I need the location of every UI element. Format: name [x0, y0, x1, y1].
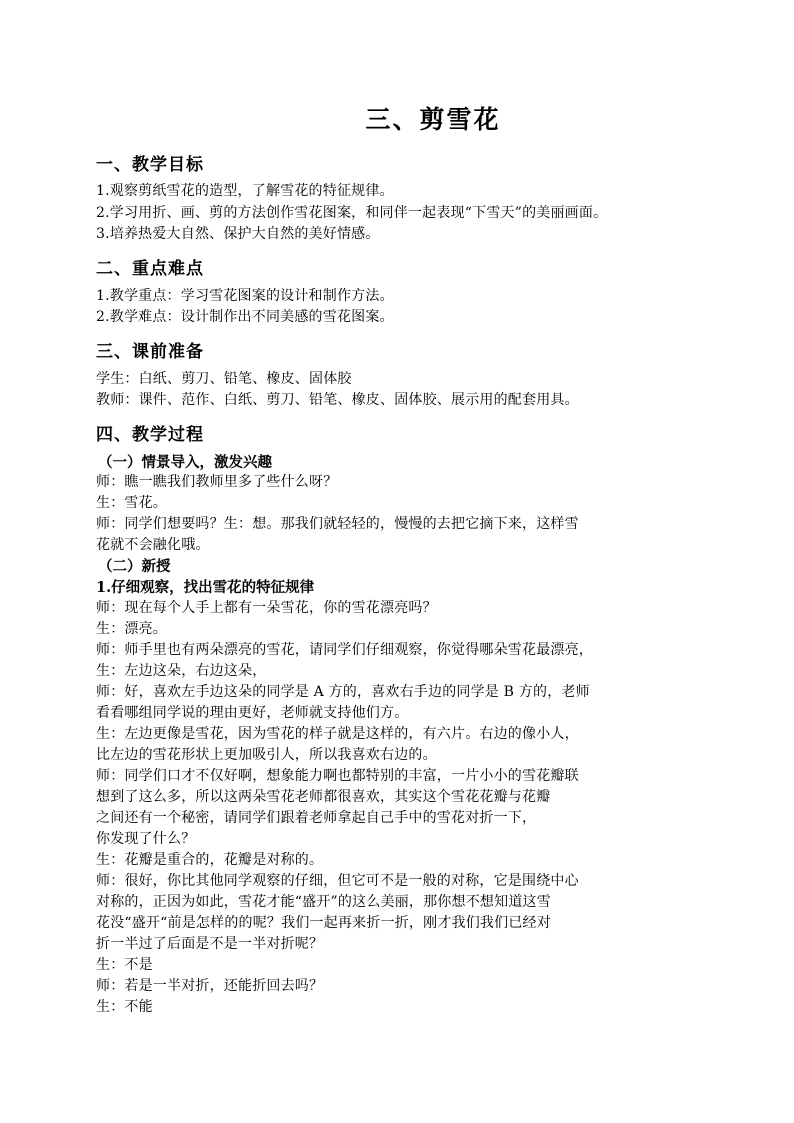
dialogue-line: 师：同学们想要吗？生：想。那我们就轻轻的，慢慢的去把它摘下来，这样雪: [96, 516, 579, 532]
objective-line: 2.学习用折、画、剪的方法创作雪花图案，和同伴一起表现“下雪天”的美丽画面。: [96, 205, 608, 221]
dialogue-line: 师：很好，你比其他同学观察的仔细，但它可不是一般的对称，它是围绕中心: [96, 873, 579, 889]
dialogue-line: 生：左边更像是雪花，因为雪花的样子就是这样的，有六片。右边的像小人，: [96, 726, 579, 742]
section-heading-objectives: 一、教学目标: [96, 155, 204, 175]
dialogue-line: 看看哪组同学说的理由更好，老师就支持他们方。: [96, 705, 409, 721]
objective-line: 1.观察剪纸雪花的造型，了解雪花的特征规律。: [96, 183, 394, 199]
dialogue-line: 师：现在每个人手上都有一朵雪花，你的雪花漂亮吗？: [96, 600, 437, 616]
dialogue-line: 折一半过了后面是不是一半对折呢？: [96, 936, 324, 952]
dialogue-line: 生：左边这朵，右边这朵，: [96, 663, 267, 679]
dialogue-line: 你发现了什么？: [96, 831, 196, 847]
dialogue-line: 对称的，正因为如此，雪花才能“盛开”的这么美丽，那你想不想知道这雪: [96, 894, 551, 910]
section-heading-process: 四、教学过程: [96, 425, 204, 445]
subheading-observe: 1.仔细观察，找出雪花的特征规律: [96, 579, 315, 596]
subheading-intro: （一）情景导入，激发兴趣: [98, 454, 272, 471]
keypoint-line: 2.教学难点：设计制作出不同美感的雪花图案。: [96, 309, 394, 325]
prep-line: 学生：白纸、剪刀、铅笔、橡皮、固体胶: [96, 371, 352, 387]
objective-line: 3.培养热爱大自然、保护大自然的美好情感。: [96, 226, 380, 242]
page-title: 三、剪雪花: [365, 105, 501, 134]
section-heading-preparation: 三、课前准备: [96, 342, 204, 362]
dialogue-line: 师：同学们口才不仅好啊，想象能力啊也都特别的丰富，一片小小的雪花瓣联: [96, 768, 579, 784]
dialogue-line: 师：好，喜欢左手边这朵的同学是 A 方的，喜欢右手边的同学是 B 方的，老师: [96, 684, 590, 700]
dialogue-line: 比左边的雪花形状上更加吸引人，所以我喜欢右边的。: [96, 747, 437, 763]
subheading-new-lesson: （二）新授: [98, 558, 171, 575]
dialogue-line: 花没“盛开“前是怎样的的呢？我们一起再来折一折，刚才我们我们已经对: [96, 915, 551, 931]
dialogue-line: 生：花瓣是重合的，花瓣是对称的。: [96, 852, 324, 868]
dialogue-line: 之间还有一个秘密，请同学们跟着老师拿起自己手中的雪花对折一下，: [96, 810, 537, 826]
dialogue-line: 师：若是一半对折，还能折回去吗？: [96, 978, 324, 994]
dialogue-line: 师：师手里也有两朵漂亮的雪花，请同学们仔细观察，你觉得哪朵雪花最漂亮，: [96, 642, 593, 658]
dialogue-line: 花就不会融化哦。: [96, 537, 210, 553]
dialogue-line: 想到了这么多，所以这两朵雪花老师都很喜欢，其实这个雪花花瓣与花瓣: [96, 789, 551, 805]
dialogue-line: 生：漂亮。: [96, 621, 167, 637]
dialogue-line: 生：不能: [96, 999, 153, 1015]
dialogue-line: 生：不是: [96, 957, 153, 973]
dialogue-line: 生：雪花。: [96, 495, 167, 511]
prep-line: 教师：课件、范作、白纸、剪刀、铅笔、橡皮、固体胶、展示用的配套用具。: [96, 392, 579, 408]
dialogue-line: 师：瞧一瞧我们教师里多了些什么呀？: [96, 474, 338, 490]
section-heading-keypoints: 二、重点难点: [96, 259, 204, 279]
keypoint-line: 1.教学重点：学习雪花图案的设计和制作方法。: [96, 288, 394, 304]
